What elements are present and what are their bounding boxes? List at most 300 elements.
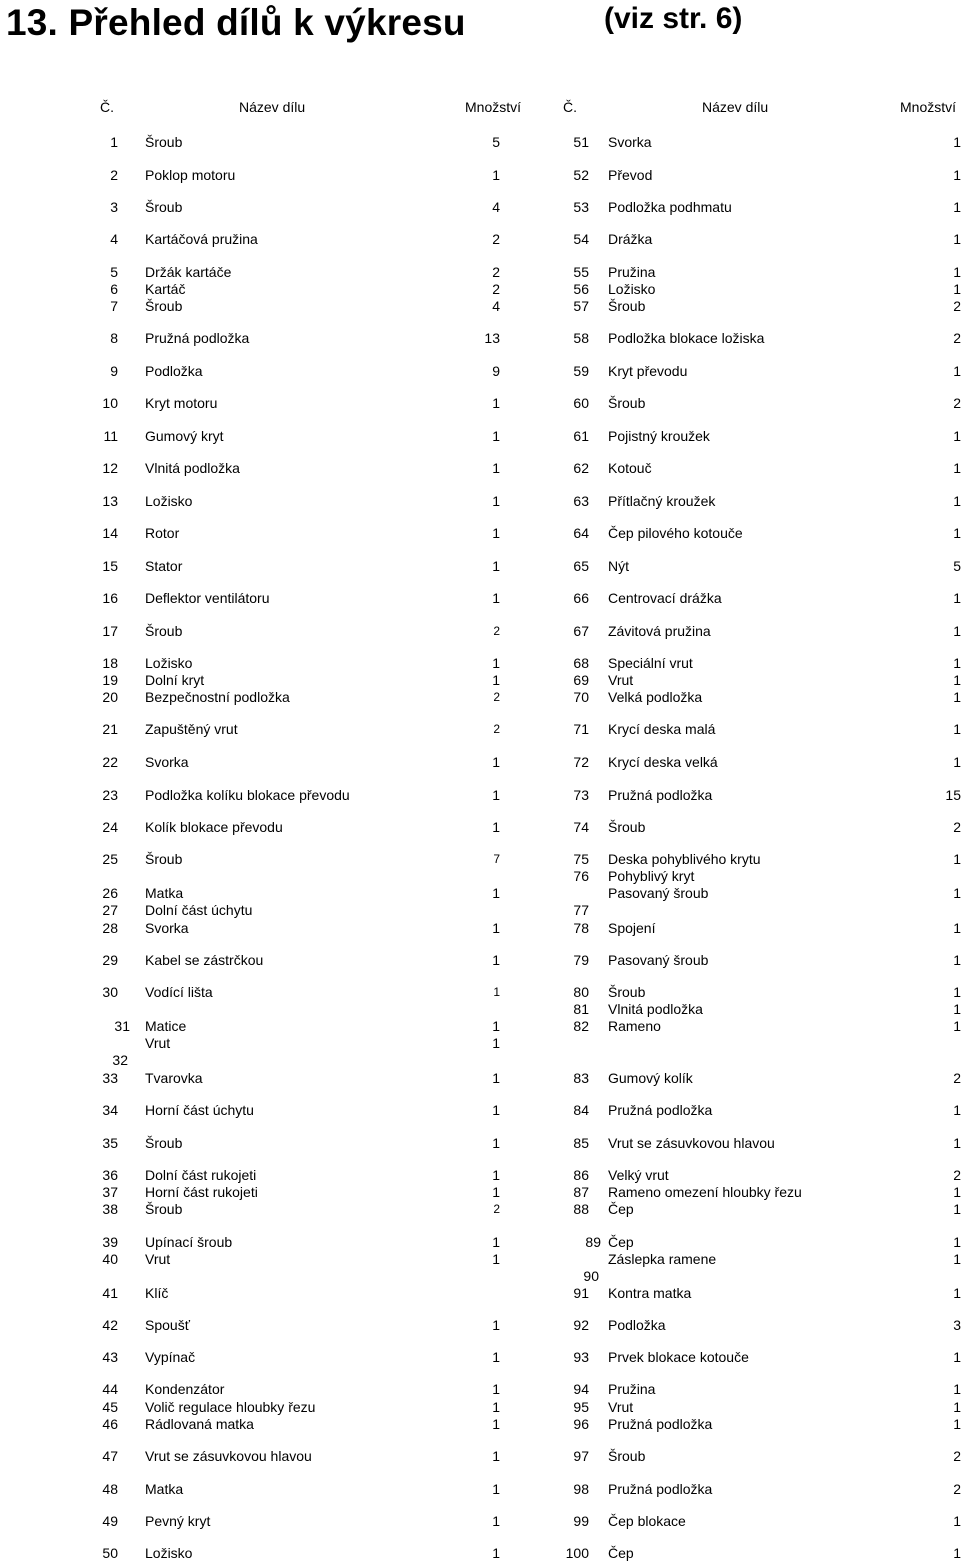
right_parts-item-name: Převod (608, 167, 653, 183)
right_parts-item-no: 53 (573, 199, 589, 215)
right_parts-item-name: Šroub (608, 298, 646, 314)
left_parts-item-qty: 2 (493, 690, 500, 704)
right_parts-item-name: Pružná podložka (608, 787, 713, 803)
right_parts-item-no: 66 (573, 590, 589, 606)
left_parts-item-no: 44 (102, 1381, 118, 1397)
right_parts-item-no: 78 (573, 920, 589, 936)
left_parts-item-no: 19 (102, 672, 118, 688)
left_parts-item-name: Pružná podložka (145, 330, 250, 346)
right_parts-item-name: Pojistný kroužek (608, 428, 710, 444)
left_parts-item-name: Šroub (145, 298, 183, 314)
right_parts-item-no: 58 (573, 330, 589, 346)
left_parts-item-no: 43 (102, 1349, 118, 1365)
left-header-name: Název dílu (239, 99, 306, 115)
left_parts-item-no: 23 (102, 787, 118, 803)
left_parts-item-name: Ložisko (145, 493, 193, 509)
right_parts-item-no: 87 (573, 1184, 589, 1200)
right_parts-item-name: Kontra matka (608, 1285, 692, 1301)
right_parts-item-name: Pružná podložka (608, 1416, 713, 1432)
right_parts-item-no: 51 (573, 134, 589, 150)
right_parts-item-name: Šroub (608, 1448, 646, 1464)
right_parts-item-no: 68 (573, 655, 589, 671)
right_parts-item-no: 100 (565, 1545, 589, 1561)
left-header-qty: Množství (465, 99, 522, 115)
left_parts-item-qty: 2 (493, 722, 500, 736)
right_parts-item-name: Čep blokace (608, 1513, 686, 1529)
left_parts-item-qty: 7 (493, 852, 500, 866)
right_parts-item-name: Šroub (608, 819, 646, 835)
right_parts-item-qty: 1 (953, 590, 961, 606)
right_parts-item-no: 63 (573, 493, 589, 509)
right_parts-item-qty: 1 (953, 1102, 961, 1118)
left_parts-item-name: Gumový kryt (145, 428, 224, 444)
right_parts-item-no: 91 (573, 1285, 589, 1301)
right_parts-item-name: Podložka (608, 1317, 666, 1333)
left_parts-item-no: 24 (102, 819, 118, 835)
left_parts-item-no: 40 (102, 1251, 118, 1267)
right_parts-item-no: 70 (573, 689, 589, 705)
right_parts-item-name: Pružná podložka (608, 1481, 713, 1497)
left_parts-item-no: 21 (102, 721, 118, 737)
left_parts-item-qty: 1 (492, 1448, 500, 1464)
left_parts-item-no: 26 (102, 885, 118, 901)
left_parts-item-no: 7 (110, 298, 118, 314)
left_parts-item-name: Rádlovaná matka (145, 1416, 254, 1432)
left_parts-item-name: Kabel se zástrčkou (145, 952, 264, 968)
right_parts-item-qty: 1 (953, 754, 961, 770)
left_parts-item-name: Zapuštěný vrut (145, 721, 238, 737)
left_parts-item-name: Podložka (145, 363, 203, 379)
left_parts-item-name: Rotor (145, 525, 180, 541)
right_parts-item-name: Gumový kolík (608, 1070, 693, 1086)
right_parts-item-no: 94 (573, 1381, 589, 1397)
left_parts-item-no: 17 (102, 623, 118, 639)
left_parts-item-qty: 1 (492, 493, 500, 509)
right_parts-item-name: Záslepka ramene (608, 1251, 717, 1267)
left_parts-item-no: 25 (102, 851, 118, 867)
left_parts-item-name: Poklop motoru (145, 167, 236, 183)
left_parts-item-name: Šroub (145, 134, 183, 150)
left_parts-item-name: Šroub (145, 1135, 183, 1151)
left_parts-item-qty: 2 (493, 1202, 500, 1216)
left_parts-item-no: 28 (102, 920, 118, 936)
right_parts-item-qty: 1 (953, 1135, 961, 1151)
right_parts-item-qty: 2 (953, 1448, 961, 1464)
left_parts-item-qty: 1 (492, 920, 500, 936)
right_parts-item-name: Kotouč (608, 460, 652, 476)
right_parts-item-qty: 1 (953, 1251, 961, 1267)
left_parts-item-qty: 1 (492, 1317, 500, 1333)
left_parts-item-qty: 4 (492, 199, 500, 215)
left_parts-item-name: Volič regulace hloubky řezu (145, 1399, 316, 1415)
right_parts-item-name: Pohyblivý kryt (608, 868, 695, 884)
left_parts-item-qty: 1 (492, 1481, 500, 1497)
right_parts-item-no: 74 (573, 819, 589, 835)
right_parts-item-no: 55 (573, 264, 589, 280)
right_parts-item-qty: 1 (953, 672, 961, 688)
left_parts-item-no: 47 (102, 1448, 118, 1464)
left_parts-item-name: Upínací šroub (145, 1234, 233, 1250)
right_parts-item-qty: 1 (953, 1349, 961, 1365)
right_parts-item-no: 72 (573, 754, 589, 770)
right_parts-item-qty: 1 (953, 1545, 961, 1561)
left_parts-item-no: 49 (102, 1513, 118, 1529)
right_parts-item-name: Podložka blokace ložiska (608, 330, 765, 346)
left_parts-item-qty: 1 (492, 1184, 500, 1200)
right_parts-item-qty: 5 (953, 558, 961, 574)
left_parts-item-name: Matka (145, 1481, 184, 1497)
right_parts-item-qty: 1 (953, 920, 961, 936)
left_parts-item-qty: 1 (492, 1035, 500, 1051)
right_parts-item-qty: 2 (953, 1070, 961, 1086)
left_parts-item-name: Dolní část úchytu (145, 902, 253, 918)
left_parts-item-name: Svorka (145, 920, 189, 936)
left_parts-item-no: 11 (103, 428, 118, 444)
right_parts-item-no: 82 (573, 1018, 589, 1034)
right_parts-item-name: Speciální vrut (608, 655, 693, 671)
right_parts-item-name: Svorka (608, 134, 652, 150)
right-header-name: Název dílu (702, 99, 769, 115)
right_parts-item-qty: 1 (953, 885, 961, 901)
left_parts-item-name: Stator (145, 558, 183, 574)
right_parts-item-name: Nýt (608, 558, 629, 574)
left_parts-item-name: Deflektor ventilátoru (145, 590, 270, 606)
left_parts-item-no: 15 (102, 558, 118, 574)
right_parts-item-no: 99 (573, 1513, 589, 1529)
left_parts-item-name: Vodící lišta (145, 984, 213, 1000)
right_parts-item-qty: 1 (953, 199, 961, 215)
right_parts-item-name: Velký vrut (608, 1167, 669, 1183)
right_parts-item-qty: 1 (953, 984, 961, 1000)
right_parts-item-qty: 1 (953, 952, 961, 968)
left_parts-item-qty: 9 (492, 363, 500, 379)
right_parts-item-name: Čep (608, 1201, 634, 1217)
right_parts-item-no: 76 (573, 868, 589, 884)
right_parts-item-qty: 3 (953, 1317, 961, 1333)
right_parts-item-name: Přítlačný kroužek (608, 493, 716, 509)
left_parts-item-qty: 1 (492, 655, 500, 671)
left_parts-item-name: Spoušť (145, 1317, 190, 1333)
left_parts-item-name: Šroub (145, 199, 183, 215)
right_parts-item-no: 57 (573, 298, 589, 314)
left_parts-item-name: Svorka (145, 754, 189, 770)
left_parts-item-no: 45 (102, 1399, 118, 1415)
left_parts-item-qty: 1 (492, 1234, 500, 1250)
right_parts-item-qty: 1 (953, 1513, 961, 1529)
left_parts-item-no: 27 (102, 902, 118, 918)
left_parts-item-no: 12 (102, 460, 118, 476)
left_parts-item-name: Matka (145, 885, 184, 901)
left_parts-item-qty: 1 (492, 1381, 500, 1397)
right_parts-item-name: Rameno (608, 1018, 661, 1034)
left_parts-item-name: Vrut (145, 1035, 171, 1051)
right_parts-item-no: 98 (573, 1481, 589, 1497)
right_parts-item-no: 67 (573, 623, 589, 639)
left_parts-item-qty: 1 (492, 558, 500, 574)
left_parts-item-qty: 13 (484, 330, 500, 346)
right_parts-item-name: Šroub (608, 395, 646, 411)
left_parts-item-no: 29 (102, 952, 118, 968)
left_parts-item-name: Dolní kryt (145, 672, 205, 688)
right_parts-item-no: 69 (573, 672, 589, 688)
right_parts-item-name: Spojení (608, 920, 656, 936)
right_parts-item-name: Kryt převodu (608, 363, 688, 379)
right_parts-item-name: Deska pohyblivého krytu (608, 851, 761, 867)
left_parts-item-no: 13 (102, 493, 118, 509)
right-header-qty: Množství (900, 99, 957, 115)
right_parts-item-no: 81 (573, 1001, 589, 1017)
left_parts-item-qty: 2 (492, 281, 500, 297)
left_parts-item-no: 14 (102, 525, 118, 541)
left_parts-item-qty: 1 (492, 952, 500, 968)
right_parts-item-name: Vrut (608, 672, 634, 688)
left_parts-item-qty: 1 (492, 1018, 500, 1034)
right_parts-item-name: Pružina (608, 1381, 656, 1397)
right_parts-item-qty: 2 (953, 330, 961, 346)
left_parts-item-name: Bezpečnostní podložka (145, 689, 290, 705)
left_parts-item-name: Kartáč (145, 281, 186, 297)
left_parts-item-no: 9 (110, 363, 118, 379)
left_parts-item-no: 18 (102, 655, 118, 671)
left_parts-item-qty: 1 (492, 1513, 500, 1529)
right_parts-item-name: Pasovaný šroub (608, 885, 709, 901)
right_parts-item-qty: 1 (953, 363, 961, 379)
right_parts-item-no: 86 (573, 1167, 589, 1183)
right_parts-item-qty: 1 (953, 281, 961, 297)
left_parts-item-no: 3 (110, 199, 118, 215)
left_parts-item-qty: 2 (493, 624, 500, 638)
left_parts-item-qty: 1 (492, 1070, 500, 1086)
left_parts-item-no: 5 (110, 264, 118, 280)
right-header-no: Č. (563, 99, 577, 115)
left_parts-item-name: Ložisko (145, 655, 193, 671)
left-header-no: Č. (100, 99, 114, 115)
right_parts-item-qty: 1 (953, 1399, 961, 1415)
left_parts-item-name: Držák kartáče (145, 264, 232, 280)
right_parts-item-no: 52 (573, 167, 589, 183)
right_parts-item-qty: 1 (953, 623, 961, 639)
left_parts-item-name: Podložka kolíku blokace převodu (145, 787, 350, 803)
left_parts-item-no: 33 (102, 1070, 118, 1086)
right_parts-item-qty: 1 (953, 851, 961, 867)
left_parts-item-no: 38 (102, 1201, 118, 1217)
right_parts-item-name: Drážka (608, 231, 653, 247)
left_parts-item-no: 36 (102, 1167, 118, 1183)
right_parts-item-name: Šroub (608, 984, 646, 1000)
left_parts-item-name: Klíč (145, 1285, 169, 1301)
left_parts-item-qty: 1 (492, 754, 500, 770)
left_parts-item-no: 1 (110, 134, 118, 150)
right_parts-item-qty: 1 (953, 721, 961, 737)
left_parts-item-no: 46 (102, 1416, 118, 1432)
left_parts-item-qty: 1 (492, 672, 500, 688)
right_parts-item-name: Velká podložka (608, 689, 703, 705)
right_parts-item-name: Pružná podložka (608, 1102, 713, 1118)
left_parts-item-qty: 1 (492, 1251, 500, 1267)
left_parts-item-name: Vrut se zásuvkovou hlavou (145, 1448, 312, 1464)
right_parts-item-no: 64 (573, 525, 589, 541)
left_parts-item-name: Vypínač (145, 1349, 196, 1365)
left_parts-item-qty: 4 (492, 298, 500, 314)
right_parts-item-qty: 1 (953, 525, 961, 541)
right_parts-item-name: Krycí deska malá (608, 721, 716, 737)
left_parts-item-no: 32 (112, 1052, 128, 1068)
left_parts-item-no: 8 (110, 330, 118, 346)
right_parts-item-name: Ložisko (608, 281, 656, 297)
right_parts-item-no: 80 (573, 984, 589, 1000)
right_parts-item-no: 75 (573, 851, 589, 867)
left_parts-item-qty: 1 (492, 428, 500, 444)
left_parts-item-name: Matice (145, 1018, 187, 1034)
right_parts-item-name: Prvek blokace kotouče (608, 1349, 749, 1365)
left_parts-item-qty: 5 (492, 134, 500, 150)
left_parts-item-no: 48 (102, 1481, 118, 1497)
right_parts-item-name: Rameno omezení hloubky řezu (608, 1184, 802, 1200)
right_parts-item-name: Centrovací drážka (608, 590, 722, 606)
page-title: 13. Přehled dílů k výkresu (6, 2, 466, 43)
left_parts-item-qty: 1 (492, 1545, 500, 1561)
left_parts-item-no: 37 (102, 1184, 118, 1200)
left_parts-item-qty: 1 (492, 1349, 500, 1365)
page-subtitle: (viz str. 6) (604, 2, 743, 35)
left_parts-item-no: 35 (102, 1135, 118, 1151)
left_parts-item-name: Kartáčová pružina (145, 231, 258, 247)
left_parts-item-no: 16 (102, 590, 118, 606)
left_parts-item-name: Tvarovka (145, 1070, 203, 1086)
left_parts-item-qty: 1 (492, 167, 500, 183)
right_parts-item-no: 79 (573, 952, 589, 968)
left_parts-item-qty: 1 (492, 590, 500, 606)
left_parts-item-qty: 1 (492, 525, 500, 541)
right_parts-item-qty: 1 (953, 689, 961, 705)
right_parts-item-no: 92 (573, 1317, 589, 1333)
left_parts-item-name: Kolík blokace převodu (145, 819, 283, 835)
left_parts-item-no: 30 (102, 984, 118, 1000)
right_parts-item-qty: 1 (953, 1201, 961, 1217)
right_parts-item-no: 97 (573, 1448, 589, 1464)
title-row (0, 0, 960, 48)
right_parts-item-name: Čep (608, 1545, 634, 1561)
right_parts-item-qty: 1 (953, 460, 961, 476)
right_parts-item-qty: 2 (953, 298, 961, 314)
left_parts-item-qty: 1 (492, 1135, 500, 1151)
left_parts-item-no: 20 (102, 689, 118, 705)
right_parts-item-qty: 2 (953, 395, 961, 411)
right_parts-item-no: 96 (573, 1416, 589, 1432)
left_parts-item-qty: 1 (492, 1416, 500, 1432)
right_parts-item-name: Pasovaný šroub (608, 952, 709, 968)
right_parts-item-qty: 1 (953, 231, 961, 247)
left_parts-item-no: 31 (114, 1018, 130, 1034)
right_parts-item-no: 60 (573, 395, 589, 411)
left_parts-item-no: 42 (102, 1317, 118, 1333)
left_parts-item-qty: 1 (492, 1102, 500, 1118)
left_parts-item-no: 2 (110, 167, 118, 183)
left_parts-item-qty: 1 (492, 787, 500, 803)
left_parts-item-no: 34 (102, 1102, 118, 1118)
right_parts-item-no: 84 (573, 1102, 589, 1118)
right_parts-item-no: 95 (573, 1399, 589, 1415)
left_parts-item-qty: 1 (492, 1399, 500, 1415)
right_parts-item-qty: 1 (953, 655, 961, 671)
left_parts-item-qty: 1 (492, 395, 500, 411)
right_parts-item-no: 83 (573, 1070, 589, 1086)
left_parts-item-name: Šroub (145, 1201, 183, 1217)
right_parts-item-name: Vrut (608, 1399, 634, 1415)
left_parts-item-name: Dolní část rukojeti (145, 1167, 257, 1183)
left_parts-item-no: 10 (102, 395, 118, 411)
left_parts-item-name: Vlnitá podložka (145, 460, 240, 476)
right_parts-item-qty: 1 (953, 264, 961, 280)
left_parts-item-qty: 2 (492, 231, 500, 247)
left_parts-item-name: Kryt motoru (145, 395, 218, 411)
left_parts-item-name: Horní část úchytu (145, 1102, 254, 1118)
left_parts-item-no: 6 (110, 281, 118, 297)
right_parts-item-name: Vlnitá podložka (608, 1001, 703, 1017)
left_parts-item-qty: 2 (492, 264, 500, 280)
right_parts-item-qty: 1 (953, 1285, 961, 1301)
right_parts-item-qty: 1 (953, 428, 961, 444)
right_parts-item-no: 61 (573, 428, 589, 444)
right_parts-item-name: Čep pilového kotouče (608, 525, 743, 541)
right_parts-item-name: Podložka podhmatu (608, 199, 732, 215)
left_parts-item-name: Pevný kryt (145, 1513, 211, 1529)
right_parts-item-no: 71 (573, 721, 589, 737)
right_parts-item-qty: 1 (953, 134, 961, 150)
right_parts-item-qty: 1 (953, 1234, 961, 1250)
left_parts-item-no: 4 (110, 231, 118, 247)
right_parts-item-name: Závitová pružina (608, 623, 711, 639)
left_parts-item-qty: 1 (492, 460, 500, 476)
left_parts-item-name: Vrut (145, 1251, 171, 1267)
right_parts-item-qty: 15 (945, 787, 961, 803)
right_parts-item-qty: 1 (953, 167, 961, 183)
right_parts-item-no: 65 (573, 558, 589, 574)
right_parts-item-qty: 1 (953, 493, 961, 509)
right_parts-item-qty: 1 (953, 1416, 961, 1432)
right_parts-item-name: Pružina (608, 264, 656, 280)
right_parts-item-qty: 1 (953, 1001, 961, 1017)
right_parts-item-qty: 1 (953, 1018, 961, 1034)
right_parts-item-qty: 2 (953, 1167, 961, 1183)
right_parts-item-no: 59 (573, 363, 589, 379)
left_parts-item-qty: 1 (493, 985, 500, 999)
right_parts-item-name: Krycí deska velká (608, 754, 718, 770)
right_parts-item-no: 73 (573, 787, 589, 803)
right_parts-item-qty: 1 (953, 1184, 961, 1200)
left_parts-item-qty: 1 (492, 885, 500, 901)
left_parts-item-no: 22 (102, 754, 118, 770)
left_parts-item-no: 41 (102, 1285, 118, 1301)
right_parts-item-no: 93 (573, 1349, 589, 1365)
right_parts-item-no: 54 (573, 231, 589, 247)
right_parts-item-name: Vrut se zásuvkovou hlavou (608, 1135, 775, 1151)
right_parts-item-no: 85 (573, 1135, 589, 1151)
left_parts-item-no: 39 (102, 1234, 118, 1250)
right_parts-item-name: Čep (608, 1234, 634, 1250)
right_parts-item-no: 88 (573, 1201, 589, 1217)
left_parts-item-name: Horní část rukojeti (145, 1184, 258, 1200)
right_parts-item-no: 56 (573, 281, 589, 297)
right_parts-item-qty: 2 (953, 819, 961, 835)
right_parts-item-no: 77 (573, 902, 589, 918)
right_parts-item-qty: 2 (953, 1481, 961, 1497)
left_parts-item-name: Šroub (145, 851, 183, 867)
left_parts-item-no: 50 (102, 1545, 118, 1561)
left_parts-item-qty: 1 (492, 1167, 500, 1183)
left_parts-item-name: Kondenzátor (145, 1381, 225, 1397)
left_parts-item-name: Ložisko (145, 1545, 193, 1561)
